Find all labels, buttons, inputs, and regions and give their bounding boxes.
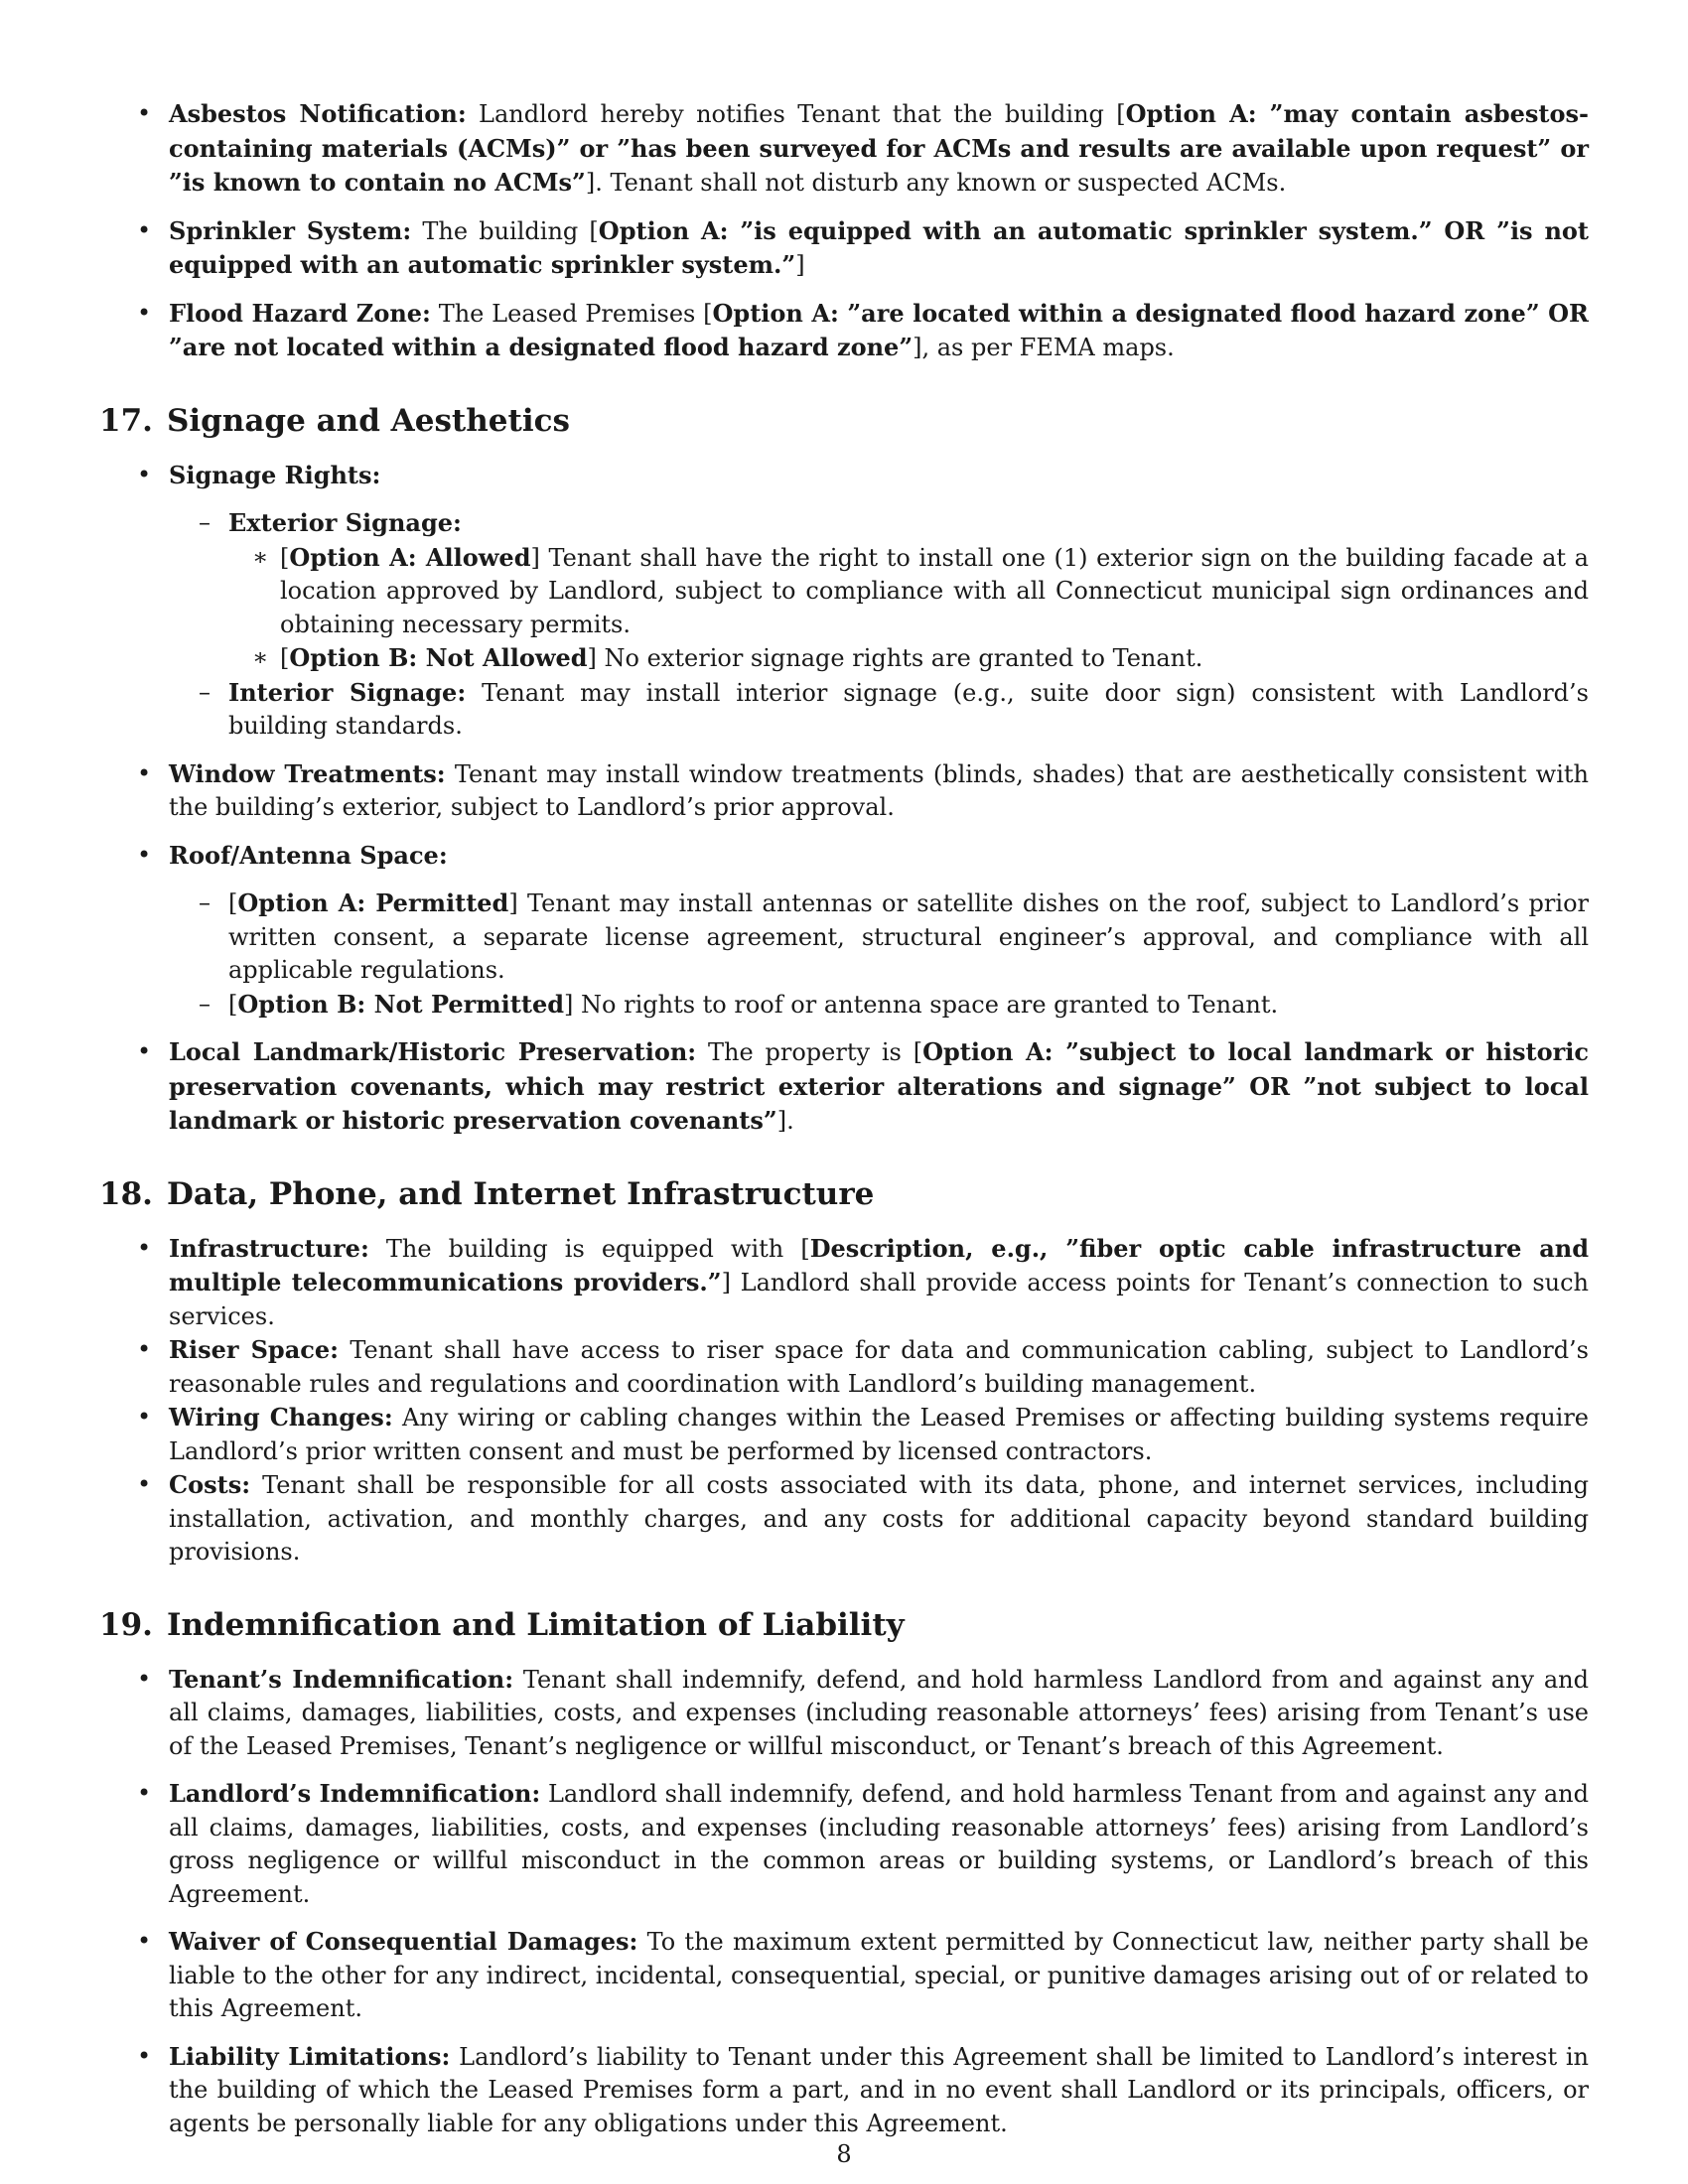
option-item-exterior-not-allowed: ∗ [Option B: Not Allowed] No exterior signage rights are granted to Tenant.	[228, 641, 1589, 676]
option-item-exterior-allowed: ∗ [Option A: Allowed] Tenant shall have the right to install one (1) exterior sign on the building facade at a location approved by Landlord, subject to compliance with all Connecticut municipal sign ordinances and obtaining necessary permits.	[228, 541, 1589, 642]
list-item-costs: • Costs: Tenant shall be responsible for all costs associated with its data, phone, and internet services, including installation, activation, and monthly charges, and any costs for additional capacity beyond standard building provisions.	[99, 1468, 1589, 1570]
environmental-notices-list	[99, 97, 1589, 365]
list-item-window-treatments: • Window Treatments: Tenant may install window treatments (blinds, shades) that are aesthetically consistent with the building’s exterior, subject to Landlord’s prior approval.	[99, 757, 1589, 825]
list-item-waiver-damages: • Waiver of Consequential Damages: To the maximum extent permitted by Connecticut law, neither party shall be liable to the other for any indirect, incidental, consequential, special, or punitive damages arising out of or related to this Agreement.	[99, 1925, 1589, 2026]
list-item-flood-zone: • Flood Hazard Zone: The Leased Premises [Option A: ”are located within a designated flood hazard zone” OR ”are not located within a designated flood hazard zone”], as per FEMA maps.	[99, 297, 1589, 365]
roof-options-list	[169, 887, 1589, 1022]
option-item-roof-permitted: – [Option A: Permitted] Tenant may install antennas or satellite dishes on the roof, subject to Landlord’s prior written consent, a separate license agreement, structural engineer’s approval, and compliance with all applicable regulations.	[169, 887, 1589, 988]
section-19-heading: 19. Indemnification and Limitation of Liability	[99, 1606, 905, 1643]
section-18-list	[99, 1232, 1589, 1570]
list-item-roof-antenna: • Roof/Antenna Space: – [Option A: Permitted] Tenant may install antennas or satellite dishes on the roof, subject to Landlord’s prior written consent, a separate license agreement, structural engineer’s approval, and compliance with all applicable regulations. – [Option B: Not Permitted] No rights to roof or antenna space are granted to Tenant.	[99, 839, 1589, 1023]
signage-sublist	[169, 506, 1589, 744]
list-item-sprinkler: • Sprinkler System: The building [Option A: ”is equipped with an automatic sprinkler system.” OR ”is not equipped with an automatic sprinkler system.”]	[99, 214, 1589, 283]
sublist-item-exterior-signage: – Exterior Signage: ∗ [Option A: Allowed] Tenant shall have the right to install one (1) exterior sign on the building facade at a location approved by Landlord, subject to compliance with all Connecticut municipal sign ordinances and obtaining necessary permits. ∗ [Option B: Not Allowed] No exterior signage rights are granted to Tenant.	[169, 506, 1589, 676]
list-item-landlord-indemnification: • Landlord’s Indemnification: Landlord shall indemnify, defend, and hold harmless Tenant from and against any and all claims, damages, liabilities, costs, and expenses (including reasonable attorneys’ fees) arising from Landlord’s gross negligence or willful misconduct in the common areas or building systems, or Landlord’s breach of this Agreement.	[99, 1777, 1589, 1911]
list-item-signage-rights: • Signage Rights: – Exterior Signage: ∗ [Option A: Allowed] Tenant shall have the right to install one (1) exterior sign on the building facade at a location approved by Landlord, subject to compliance with all Connecticut municipal sign ordinances and obtaining necessary permits. ∗ [Option B: Not Allowed] No exterior signage rights are granted to Tenant. – Interior Signage: Tenant may install interior signage (e.g., suite door sign) consistent with Landlord’s building standards.	[99, 459, 1589, 744]
section-17-list	[99, 459, 1589, 1139]
page-content	[99, 97, 1589, 2154]
list-item-asbestos: • Asbestos Notification: Landlord hereby notifies Tenant that the building [Option A: ”may contain asbestos-containing materials (ACMs)” or ”has been surveyed for ACMs and results are available upon request” or ”is known to contain no ACMs”]. Tenant shall not disturb any known or suspected ACMs.	[99, 97, 1589, 201]
list-item-wiring-changes: • Wiring Changes: Any wiring or cabling changes within the Leased Premises or affecting building systems require Landlord’s prior written consent and must be performed by licensed contractors.	[99, 1401, 1589, 1468]
section-19-list	[99, 1663, 1589, 2141]
exterior-options-list	[228, 541, 1589, 676]
list-item-riser-space: • Riser Space: Tenant shall have access to riser space for data and communication cabling, subject to Landlord’s reasonable rules and regulations and coordination with Landlord’s building management.	[99, 1333, 1589, 1401]
option-item-roof-not-permitted: – [Option B: Not Permitted] No rights to roof or antenna space are granted to Tenant.	[169, 988, 1589, 1023]
list-item-infrastructure: • Infrastructure: The building is equipped with [Description, e.g., ”fiber optic cable infrastructure and multiple telecommunications providers.”] Landlord shall provide access points for Tenant’s connection to such services.	[99, 1232, 1589, 1334]
sublist-item-interior-signage: – Interior Signage: Tenant may install interior signage (e.g., suite door sign) consistent with Landlord’s building standards.	[169, 676, 1589, 744]
section-18-heading: 18. Data, Phone, and Internet Infrastructure	[99, 1175, 875, 1212]
section-17-heading: 17. Signage and Aesthetics	[99, 402, 570, 439]
list-item-tenant-indemnification: • Tenant’s Indemnification: Tenant shall indemnify, defend, and hold harmless Landlord from and against any and all claims, damages, liabilities, costs, and expenses (including reasonable attorneys’ fees) arising from Tenant’s use of the Leased Premises, Tenant’s negligence or willful misconduct, or Tenant’s breach of this Agreement.	[99, 1663, 1589, 1764]
page-number: 8	[836, 2140, 852, 2168]
list-item-landmark-preservation: • Local Landmark/Historic Preservation: The property is [Option A: ”subject to local landmark or historic preservation covenants, which may restrict exterior alterations and signage” OR ”not subject to local landmark or historic preservation covenants”].	[99, 1035, 1589, 1139]
list-item-liability-limitations: • Liability Limitations: Landlord’s liability to Tenant under this Agreement shall be limited to Landlord’s interest in the building of which the Leased Premises form a part, and in no event shall Landlord or its principals, officers, or agents be personally liable for any obligations under this Agreement.	[99, 2040, 1589, 2141]
